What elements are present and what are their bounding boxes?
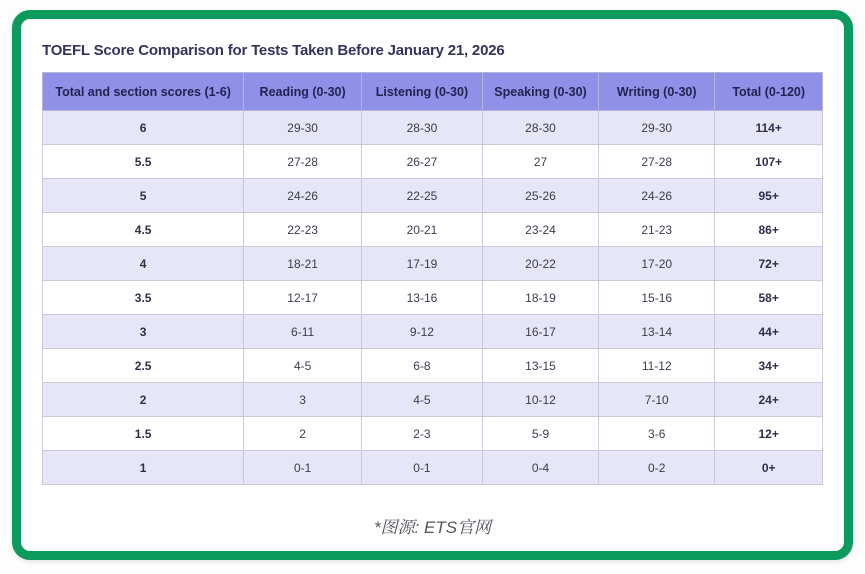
- section-score-cell: 7-10: [599, 383, 715, 417]
- section-score-cell: 21-23: [599, 213, 715, 247]
- total-score-cell: 12+: [715, 417, 823, 451]
- column-header: Total (0-120): [715, 73, 823, 111]
- score-comparison-table: [42, 72, 823, 485]
- band-score-cell: 1.5: [43, 417, 244, 451]
- header-row: [43, 73, 823, 111]
- section-score-cell: 3: [244, 383, 362, 417]
- table-row: [43, 349, 823, 383]
- table-row: [43, 179, 823, 213]
- score-table-card: [12, 10, 853, 560]
- band-score-cell: 4.5: [43, 213, 244, 247]
- section-score-cell: 22-25: [362, 179, 483, 213]
- section-score-cell: 9-12: [362, 315, 483, 349]
- section-score-cell: 24-26: [244, 179, 362, 213]
- section-score-cell: 13-14: [599, 315, 715, 349]
- column-header: Total and section scores (1-6): [43, 73, 244, 111]
- section-score-cell: 3-6: [599, 417, 715, 451]
- total-score-cell: 107+: [715, 145, 823, 179]
- section-score-cell: 2: [244, 417, 362, 451]
- section-score-cell: 11-12: [599, 349, 715, 383]
- table-row: [43, 213, 823, 247]
- section-score-cell: 4-5: [244, 349, 362, 383]
- section-score-cell: 4-5: [362, 383, 483, 417]
- section-score-cell: 6-11: [244, 315, 362, 349]
- section-score-cell: 22-23: [244, 213, 362, 247]
- table-row: [43, 247, 823, 281]
- section-score-cell: 29-30: [244, 111, 362, 145]
- table-title: TOEFL Score Comparison for Tests Taken Before January 21, 2026: [42, 42, 505, 59]
- section-score-cell: 6-8: [362, 349, 483, 383]
- section-score-cell: 12-17: [244, 281, 362, 315]
- section-score-cell: 18-21: [244, 247, 362, 281]
- band-score-cell: 2.5: [43, 349, 244, 383]
- table-row: [43, 383, 823, 417]
- table-row: [43, 111, 823, 145]
- image-source-caption: *图源: ETS官网: [373, 518, 492, 537]
- band-score-cell: 4: [43, 247, 244, 281]
- table-row: [43, 281, 823, 315]
- section-score-cell: 20-21: [362, 213, 483, 247]
- section-score-cell: 16-17: [482, 315, 598, 349]
- section-score-cell: 29-30: [599, 111, 715, 145]
- section-score-cell: 24-26: [599, 179, 715, 213]
- total-score-cell: 0+: [715, 451, 823, 485]
- section-score-cell: 5-9: [482, 417, 598, 451]
- section-score-cell: 2-3: [362, 417, 483, 451]
- section-score-cell: 0-1: [362, 451, 483, 485]
- total-score-cell: 44+: [715, 315, 823, 349]
- total-score-cell: 114+: [715, 111, 823, 145]
- section-score-cell: 27-28: [599, 145, 715, 179]
- band-score-cell: 3: [43, 315, 244, 349]
- total-score-cell: 24+: [715, 383, 823, 417]
- total-score-cell: 72+: [715, 247, 823, 281]
- section-score-cell: 13-16: [362, 281, 483, 315]
- band-score-cell: 5: [43, 179, 244, 213]
- section-score-cell: 23-24: [482, 213, 598, 247]
- band-score-cell: 1: [43, 451, 244, 485]
- section-score-cell: 10-12: [482, 383, 598, 417]
- section-score-cell: 28-30: [362, 111, 483, 145]
- section-score-cell: 25-26: [482, 179, 598, 213]
- section-score-cell: 17-19: [362, 247, 483, 281]
- column-header: Speaking (0-30): [482, 73, 598, 111]
- section-score-cell: 18-19: [482, 281, 598, 315]
- section-score-cell: 28-30: [482, 111, 598, 145]
- total-score-cell: 95+: [715, 179, 823, 213]
- section-score-cell: 17-20: [599, 247, 715, 281]
- column-header: Writing (0-30): [599, 73, 715, 111]
- total-score-cell: 58+: [715, 281, 823, 315]
- band-score-cell: 3.5: [43, 281, 244, 315]
- band-score-cell: 2: [43, 383, 244, 417]
- band-score-cell: 6: [43, 111, 244, 145]
- section-score-cell: 0-2: [599, 451, 715, 485]
- total-score-cell: 34+: [715, 349, 823, 383]
- total-score-cell: 86+: [715, 213, 823, 247]
- table-row: [43, 451, 823, 485]
- section-score-cell: 26-27: [362, 145, 483, 179]
- column-header: Listening (0-30): [362, 73, 483, 111]
- section-score-cell: 27-28: [244, 145, 362, 179]
- table-row: [43, 145, 823, 179]
- section-score-cell: 27: [482, 145, 598, 179]
- section-score-cell: 20-22: [482, 247, 598, 281]
- section-score-cell: 13-15: [482, 349, 598, 383]
- section-score-cell: 15-16: [599, 281, 715, 315]
- band-score-cell: 5.5: [43, 145, 244, 179]
- section-score-cell: 0-1: [244, 451, 362, 485]
- table-row: [43, 417, 823, 451]
- section-score-cell: 0-4: [482, 451, 598, 485]
- column-header: Reading (0-30): [244, 73, 362, 111]
- table-row: [43, 315, 823, 349]
